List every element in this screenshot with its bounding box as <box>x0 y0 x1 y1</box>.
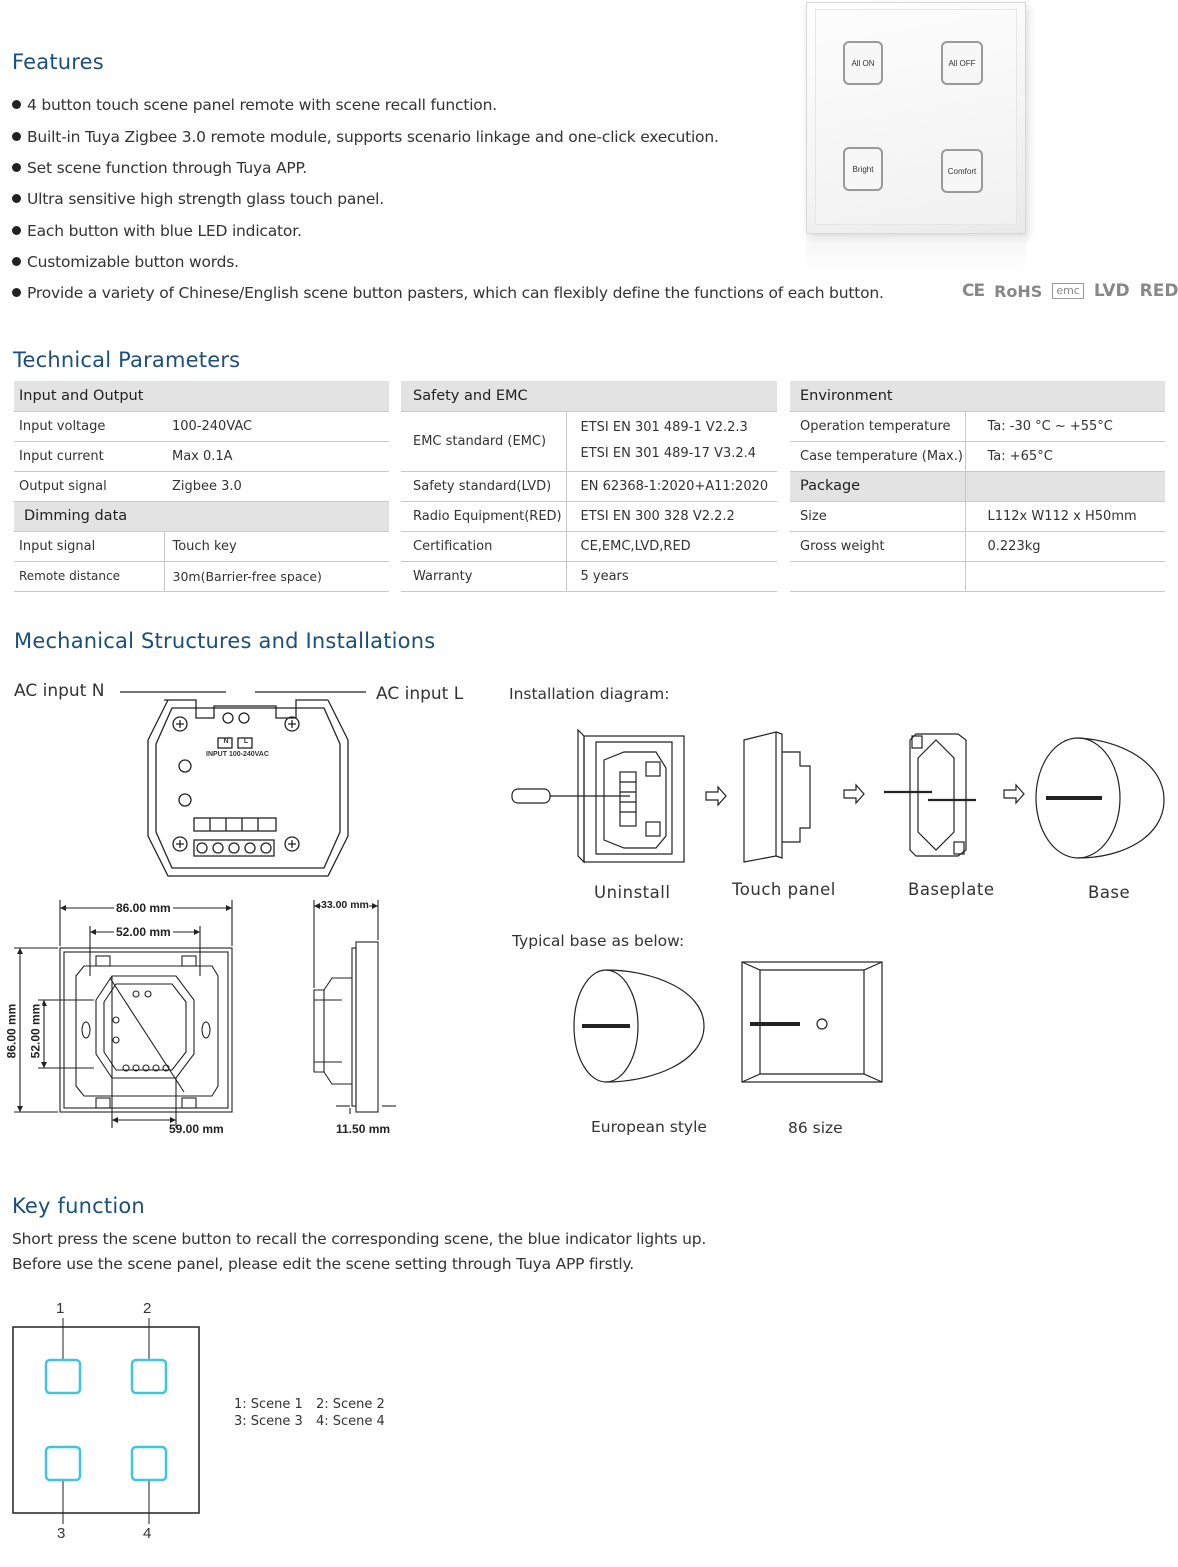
key-title: Key function <box>12 1194 145 1218</box>
table-row: Input signal Touch key <box>14 531 389 561</box>
typical-title: Typical base as below: <box>512 932 685 950</box>
terminal-l: L <box>243 738 249 745</box>
features-title: Features <box>12 50 104 74</box>
feature-item: Each button with blue LED indicator. <box>12 222 302 240</box>
feature-item: Customizable button words. <box>12 253 239 271</box>
typical-european: European style <box>591 1118 707 1136</box>
dim-86-width: 86.00 mm <box>116 901 171 915</box>
panel-button-comfort: Comfort <box>941 149 983 193</box>
scene-legend-2: 2: Scene 2 <box>316 1397 385 1412</box>
input-rating-label: INPUT 100-240VAC <box>206 751 269 758</box>
environment-header: Environment <box>790 381 1165 411</box>
table-row: Operation temperature Ta: -30 °C ~ +55°C <box>790 411 1165 441</box>
feature-item: Built-in Tuya Zigbee 3.0 remote module, supports scenario linkage and one-click execution. <box>12 128 719 146</box>
scene-key-4 <box>132 1447 166 1480</box>
table-row: Input voltage 100-240VAC <box>14 411 389 441</box>
key-number-4: 4 <box>143 1525 152 1542</box>
key-line-1: Short press the scene button to recall the corresponding scene, the blue indicator lights up. <box>12 1230 707 1248</box>
key-number-2: 2 <box>143 1300 152 1317</box>
ac-input-l-label: AC input L <box>376 684 464 704</box>
scene-key-2 <box>132 1360 166 1393</box>
scene-legend-4: 4: Scene 4 <box>316 1414 385 1429</box>
table-row: Case temperature (Max.) Ta: +65°C <box>790 441 1165 471</box>
table-row: Remote distance 30m(Barrier-free space) <box>14 561 389 591</box>
mech-title: Mechanical Structures and Installations <box>14 629 436 653</box>
table-row: Input current Max 0.1A <box>14 441 389 471</box>
key-line-2: Before use the scene panel, please edit the scene setting through Tuya APP firstly. <box>12 1255 634 1273</box>
ac-input-n-label: AC input N <box>14 681 105 701</box>
table-row: Output signal Zigbee 3.0 <box>14 471 389 501</box>
table-row: EMC standard (EMC) ETSI EN 301 489-1 V2.2.3 ETSI EN 301 489-17 V3.2.4 <box>401 411 777 471</box>
panel-button-bright: Bright <box>843 147 883 191</box>
scene-key-1 <box>46 1360 80 1393</box>
feature-item: Provide a variety of Chinese/English scene button pasters, which can flexibly define the functions of each button. <box>12 284 884 302</box>
table-row: Radio Equipment(RED) ETSI EN 300 328 V2.2.2 <box>401 501 777 531</box>
step-uninstall: Uninstall <box>594 883 671 902</box>
dimming-header: Dimming data <box>14 501 389 531</box>
io-header: Input and Output <box>14 381 389 411</box>
table-row: Gross weight 0.223kg <box>790 531 1165 561</box>
dim-11-50: 11.50 mm <box>336 1122 391 1136</box>
feature-item: Set scene function through Tuya APP. <box>12 159 307 177</box>
terminal-n: N <box>223 738 229 745</box>
step-touch-panel: Touch panel <box>732 880 836 899</box>
scene-key-3 <box>46 1447 80 1480</box>
table-row: Safety standard(LVD) EN 62368-1:2020+A11:2020 <box>401 471 777 501</box>
dim-52-width: 52.00 mm <box>116 925 171 939</box>
lvd-mark: LVD <box>1093 281 1130 301</box>
scene-legend-1: 1: Scene 1 <box>234 1397 303 1412</box>
step-baseplate: Baseplate <box>908 880 995 899</box>
ce-mark: CE <box>962 281 985 301</box>
feature-item: 4 button touch scene panel remote with scene recall function. <box>12 96 497 114</box>
panel-button-all-off: All OFF <box>941 41 983 85</box>
red-mark: RED <box>1139 281 1178 301</box>
typical-86-size: 86 size <box>788 1119 843 1137</box>
safety-header: Safety and EMC <box>401 381 777 411</box>
dim-59: 59.00 mm <box>169 1122 224 1136</box>
rohs-mark: RoHS <box>994 281 1043 301</box>
key-number-1: 1 <box>56 1300 65 1317</box>
key-number-3: 3 <box>57 1525 66 1542</box>
feature-item: Ultra sensitive high strength glass touch panel. <box>12 190 384 208</box>
scene-legend-3: 3: Scene 3 <box>234 1414 303 1429</box>
dim-86-height: 86.00 mm <box>4 1003 19 1059</box>
emc-mark: emc <box>1052 283 1084 299</box>
package-header: Package <box>790 471 965 501</box>
dim-52-height: 52.00 mm <box>28 1003 43 1059</box>
table-row: Size L112x W112 x H50mm <box>790 501 1165 531</box>
panel-button-all-on: All ON <box>843 41 883 85</box>
table-row: Warranty 5 years <box>401 561 777 591</box>
dim-33: 33.00 mm <box>321 899 369 911</box>
step-base: Base <box>1088 883 1131 902</box>
table-row: Certification CE,EMC,LVD,RED <box>401 531 777 561</box>
install-title: Installation diagram: <box>509 685 670 703</box>
tech-title: Technical Parameters <box>13 348 241 372</box>
